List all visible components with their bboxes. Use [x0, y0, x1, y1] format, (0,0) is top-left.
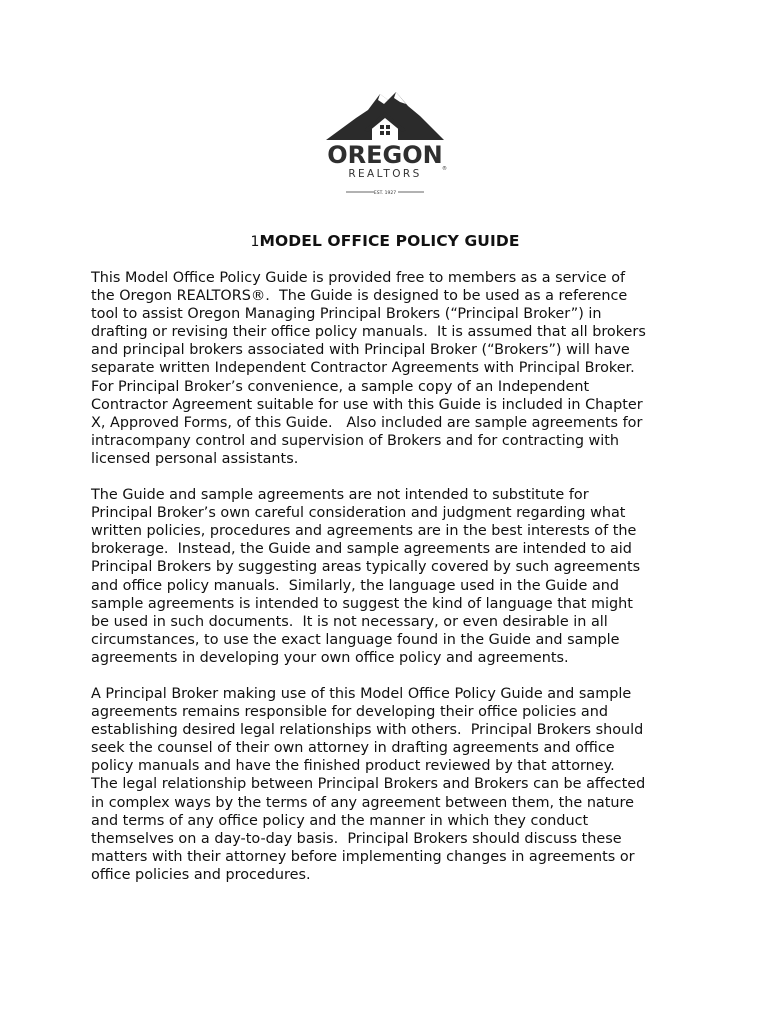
- text-line: licensed personal assistants.: [91, 450, 299, 467]
- text-line: For Principal Broker’s convenience, a sample copy of an Independent: [91, 378, 590, 395]
- text-line: sample agreements is intended to suggest the kind of language that might: [91, 595, 633, 612]
- document-body: [91, 269, 691, 902]
- title-number: 1: [250, 234, 260, 250]
- text-line: agreements in developing your own office policy and agreements.: [91, 649, 569, 666]
- svg-text:OREGON: OREGON: [327, 141, 443, 169]
- text-line: brokerage. Instead, the Guide and sample agreements are intended to aid: [91, 541, 632, 558]
- paragraph-disclaimer: [91, 486, 691, 667]
- text-line: establishing desired legal relationships with others. Principal Brokers should: [91, 722, 644, 739]
- text-line: The legal relationship between Principal Brokers and Brokers can be affected: [91, 776, 646, 793]
- title-text: MODEL OFFICE POLICY GUIDE: [259, 232, 520, 250]
- text-line: written policies, procedures and agreements are in the best interests of the: [91, 523, 637, 540]
- text-line: policy manuals and have the finished product reviewed by that attorney.: [91, 758, 615, 775]
- text-line: A Principal Broker making use of this Model Office Policy Guide and sample: [91, 685, 632, 702]
- svg-text:®: ®: [442, 166, 447, 172]
- text-line: be used in such documents. It is not necessary, or even desirable in all: [91, 613, 608, 630]
- text-line: in complex ways by the terms of any agreement between them, the nature: [91, 794, 634, 811]
- text-line: The Guide and sample agreements are not intended to substitute for: [91, 487, 589, 504]
- text-line: X, Approved Forms, of this Guide. Also included are sample agreements for: [91, 414, 643, 431]
- text-line: circumstances, to use the exact language found in the Guide and sample: [91, 631, 620, 648]
- text-line: Principal Broker’s own careful consideration and judgment regarding what: [91, 505, 626, 522]
- text-line: and terms of any office policy and the manner in which they conduct: [91, 812, 589, 829]
- text-line: the Oregon REALTORS®. The Guide is designed to be used as a reference: [91, 288, 628, 305]
- text-line: matters with their attorney before implementing changes in agreements or: [91, 848, 635, 865]
- text-line: This Model Office Policy Guide is provided free to members as a service of: [91, 270, 626, 286]
- document-title: [0, 231, 770, 252]
- text-line: Principal Brokers by suggesting areas typically covered by such agreements: [91, 559, 641, 576]
- svg-text:REALTORS: REALTORS: [348, 168, 422, 180]
- paragraph-responsibility: [91, 685, 691, 884]
- text-line: agreements remains responsible for developing their office policies and: [91, 704, 609, 721]
- text-line: and principal brokers associated with Principal Broker (“Brokers”) will have: [91, 342, 630, 359]
- text-line: themselves on a day-to-day basis. Principal Brokers should discuss these: [91, 830, 622, 847]
- text-line: Contractor Agreement suitable for use with this Guide is included in Chapter: [91, 396, 643, 413]
- oregon-realtors-logo: [318, 88, 452, 198]
- text-line: drafting or revising their office policy manuals. It is assumed that all brokers: [91, 324, 646, 341]
- paragraph-intro: [91, 269, 691, 468]
- text-line: and office policy manuals. Similarly, the language used in the Guide and: [91, 577, 620, 594]
- text-line: office policies and procedures.: [91, 866, 311, 883]
- svg-text:EST. 1927: EST. 1927: [373, 191, 397, 196]
- text-line: seek the counsel of their own attorney in drafting agreements and office: [91, 740, 615, 757]
- text-line: tool to assist Oregon Managing Principal Brokers (“Principal Broker”) in: [91, 306, 602, 323]
- text-line: separate written Independent Contractor Agreements with Principal Broker.: [91, 360, 635, 377]
- text-line: intracompany control and supervision of Brokers and for contracting with: [91, 432, 620, 449]
